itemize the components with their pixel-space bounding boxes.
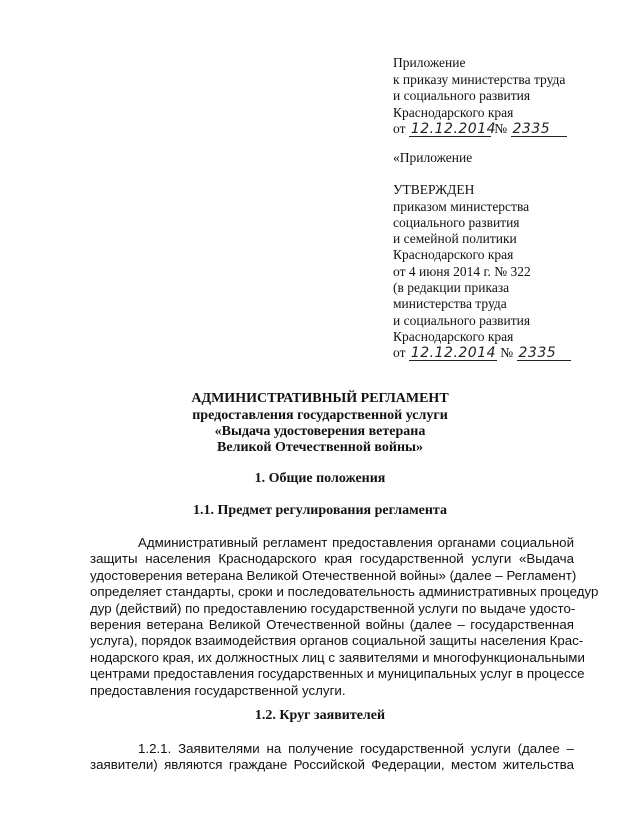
approved-line-6: (в редакции приказа <box>393 280 510 296</box>
section-heading-1: 1. Общие положения <box>254 471 386 486</box>
approved-date-line <box>393 345 613 361</box>
paragraph-1-line: предоставления государственной услуги. <box>90 682 346 698</box>
doc-title-2: предоставления государственной услуги <box>192 408 448 423</box>
approved-line-9: Краснодарского края <box>393 328 514 344</box>
approved-quote: «Приложение <box>393 150 473 165</box>
approved-block <box>393 150 613 362</box>
approved-line-4: Краснодарского края <box>393 247 514 263</box>
annex-number-label: № <box>494 121 508 136</box>
annex-from-label: от <box>393 121 406 136</box>
paragraph-1-line: дур (действий) по предоставлению государственной услуги по выдаче удосто- <box>90 600 576 616</box>
approved-line-5: от 4 июня 2014 г. № 322 <box>393 263 531 279</box>
paragraph-1-line: защиты населения Краснодарского края государственной услуги «Выдача <box>90 551 574 567</box>
doc-title-3: «Выдача удостоверения ветерана <box>214 424 426 439</box>
doc-title-1: АДМИНИСТРАТИВНЫЙ РЕГЛАМЕНТ <box>191 391 449 406</box>
annex-date-handwritten: 12.12.2014 <box>410 121 497 137</box>
annex-block <box>393 55 613 138</box>
section-heading-1-1: 1.1. Предмет регулирования регламента <box>193 503 447 518</box>
paragraph-1-line: нодарского края, их должностных лиц с заявителями и многофункциональными <box>90 649 585 665</box>
approved-from-label: от <box>393 345 406 361</box>
paragraph-2 <box>90 741 574 774</box>
paragraph-1-line: удостоверения ветерана Великой Отечественной войны» (далее – Регламент) <box>90 567 577 583</box>
annex-line-3: и социального развития <box>393 88 531 103</box>
approved-date-handwritten: 12.12.2014 <box>410 345 497 362</box>
section-heading-1-2: 1.2. Круг заявителей <box>254 708 386 723</box>
annex-line-1: Приложение <box>393 55 466 70</box>
approved-number-handwritten: 2335 <box>517 346 571 361</box>
paragraph-1 <box>90 535 599 699</box>
doc-title-4: Великой Отечественной войны» <box>217 440 423 455</box>
paragraph-1-line: Административный регламент предоставления органами социальной <box>138 535 574 550</box>
annex-line-4: Краснодарского края <box>393 104 514 120</box>
paragraph-2-line: 1.2.1. Заявителями на получение государственной услуги (далее – <box>138 741 574 756</box>
paragraph-1-line: центрами предоставления государственных и муниципальных услуг в процессе <box>90 666 585 682</box>
approved-line-8: и социального развития <box>393 312 531 328</box>
approved-line-2: социального развития <box>393 214 520 230</box>
annex-line-2: к приказу министерства труда <box>393 71 566 87</box>
approved-line-3: и семейной политики <box>393 231 517 247</box>
paragraph-2-line: заявители) являются граждане Российской Федерации, местом жительства <box>90 757 574 773</box>
approved-number-label: № <box>500 345 514 361</box>
paragraph-1-line: верения ветерана Великой Отечественной войны (далее – государственная <box>90 617 574 633</box>
annex-date-line <box>393 121 613 138</box>
paragraph-1-line: определяет стандарты, сроки и последовательность административных процедур <box>90 584 599 600</box>
approved-heading: УТВЕРЖДЕН <box>393 182 475 198</box>
paragraph-1-line: услуга), порядок взаимодействия органов социальной защиты населения Крас- <box>90 633 584 649</box>
annex-number-handwritten: 2335 <box>511 122 567 137</box>
approved-line-1: приказом министерства <box>393 198 530 214</box>
approved-line-7: министерства труда <box>393 296 507 312</box>
